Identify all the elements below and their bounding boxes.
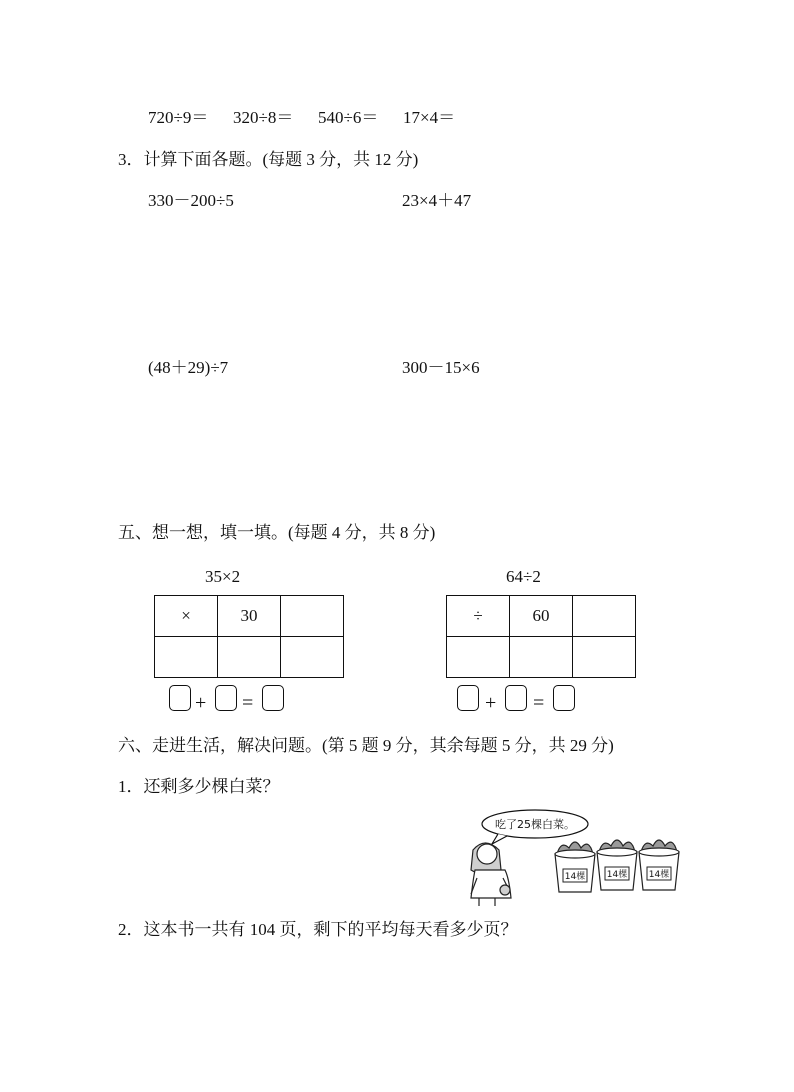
left-grid-cell[interactable]: [281, 637, 344, 678]
section5-title: 五、想一想，填一填。(每题 4 分，共 8 分): [118, 523, 436, 542]
q3-item-3: (48＋29)÷7: [148, 358, 229, 377]
q3-item-1: 330－200÷5: [148, 191, 234, 210]
right-grid-cell[interactable]: [510, 637, 573, 678]
q3-title: 3．计算下面各题。(每题 3 分，共 12 分): [118, 150, 419, 169]
girl-figure: [471, 843, 511, 906]
pot-label-3: 14棵: [648, 870, 670, 880]
cabbage-pot-1: [555, 842, 595, 892]
right-grid: [446, 595, 636, 678]
answer-box[interactable]: [457, 685, 479, 711]
plus-sign: +: [195, 692, 207, 714]
q3-item-4: 300－15×6: [402, 358, 480, 377]
right-grid-cell[interactable]: [573, 637, 636, 678]
cabbage-pot-2: [597, 840, 637, 890]
left-grid-op: ×: [155, 596, 218, 637]
left-grid: [154, 595, 344, 678]
answer-box[interactable]: [262, 685, 284, 711]
right-grid-cell[interactable]: [447, 637, 510, 678]
left-grid-cell[interactable]: [281, 596, 344, 637]
left-grid-cell[interactable]: [155, 637, 218, 678]
answer-box[interactable]: [215, 685, 237, 711]
oral-calc-3: 540÷6＝: [318, 108, 379, 127]
right-grid-cell[interactable]: [573, 596, 636, 637]
left-expression: 35×2: [205, 567, 241, 586]
equals-sign: =: [533, 692, 545, 714]
answer-box[interactable]: [553, 685, 575, 711]
plus-sign: +: [485, 692, 497, 714]
oral-calc-4: 17×4＝: [403, 108, 456, 127]
right-expression: 64÷2: [506, 567, 541, 586]
s6-question-1: 1．还剩多少棵白菜？: [118, 777, 280, 796]
speech-bubble-text: 吃了25棵白菜。: [495, 818, 575, 831]
oral-calc-1: 720÷9＝: [148, 108, 209, 127]
illustration-cabbage: [465, 808, 685, 908]
answer-box[interactable]: [169, 685, 191, 711]
cabbage-pot-3: [639, 840, 679, 890]
pot-label-1: 14棵: [564, 872, 586, 882]
oral-calc-2: 320÷8＝: [233, 108, 294, 127]
answer-box[interactable]: [505, 685, 527, 711]
s6-question-2: 2．这本书一共有 104 页，剩下的平均每天看多少页？: [118, 920, 518, 939]
section6-title: 六、走进生活，解决问题。(第 5 题 9 分，其余每题 5 分，共 29 分): [118, 736, 614, 755]
left-grid-cell[interactable]: [218, 637, 281, 678]
q3-item-2: 23×4＋47: [402, 191, 472, 210]
right-grid-given: 60: [510, 596, 573, 637]
pot-label-2: 14棵: [606, 870, 628, 880]
right-grid-op: ÷: [447, 596, 510, 637]
left-grid-given: 30: [218, 596, 281, 637]
cabbage-scene: [465, 808, 685, 908]
equals-sign: =: [242, 692, 254, 714]
